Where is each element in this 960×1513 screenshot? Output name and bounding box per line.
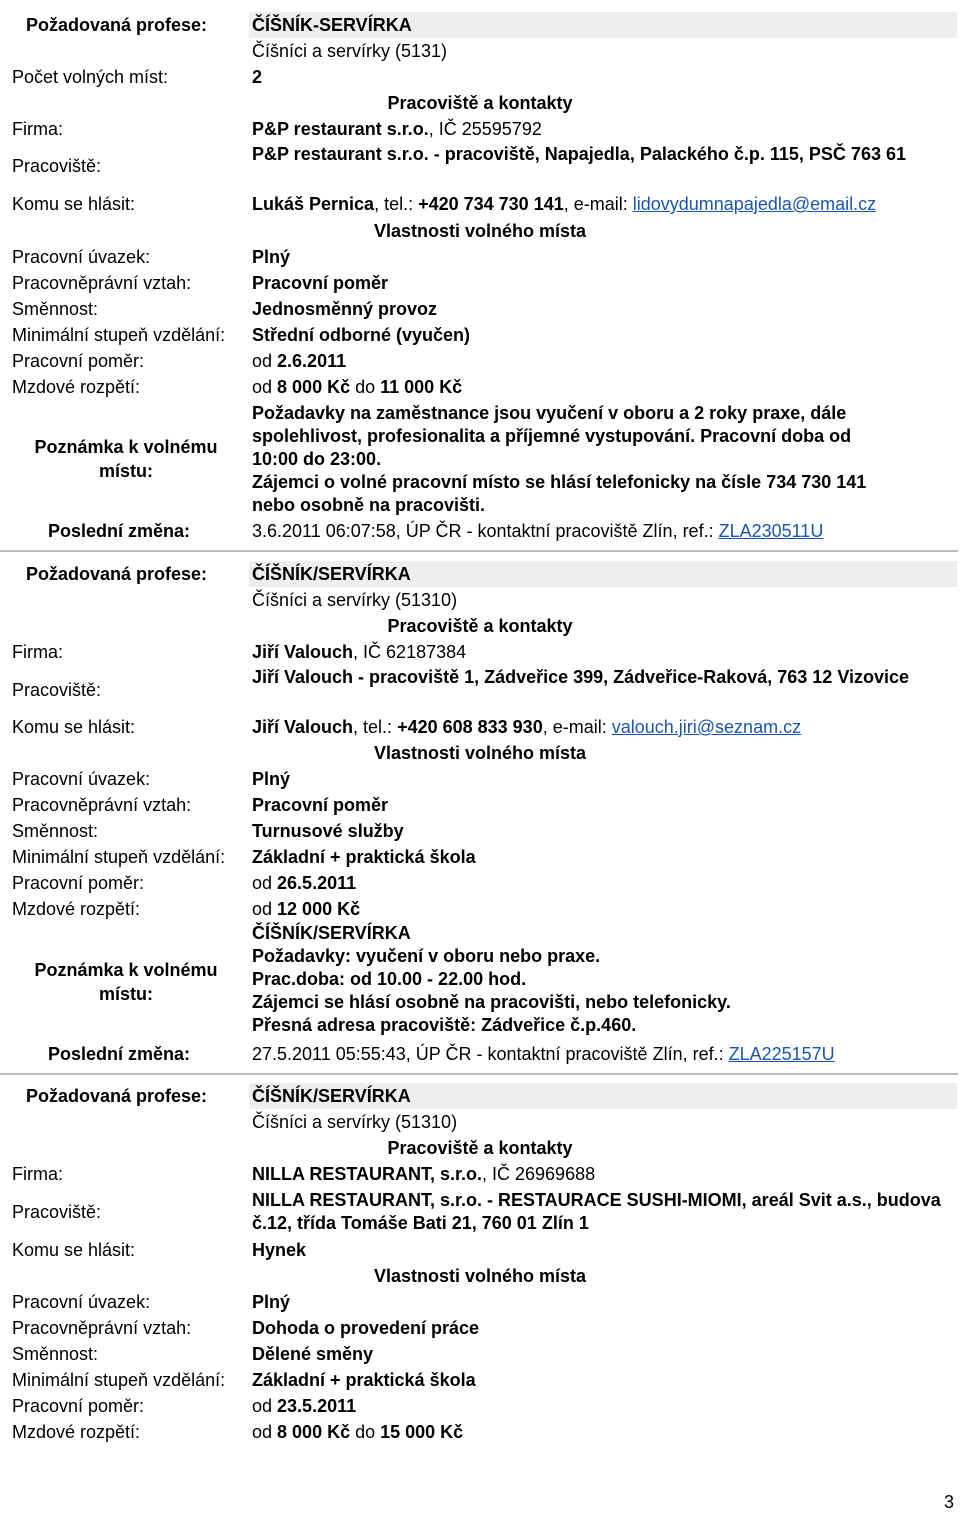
vzdelani-label: Minimální stupeň vzdělání: bbox=[12, 325, 226, 345]
free-places-label: Počet volných míst: bbox=[12, 67, 169, 87]
profession-title: ČÍŠNÍK/SERVÍRKA bbox=[252, 564, 411, 584]
smennost-value: Jednosměnný provoz bbox=[252, 299, 438, 319]
contact-label: Komu se hlásit: bbox=[12, 194, 136, 214]
note-line: Zájemci o volné pracovní místo se hlásí telefonicky na čísle 734 730 141 bbox=[252, 472, 867, 492]
vzdelani-value: Základní + praktická škola bbox=[252, 1370, 476, 1390]
pomer-od: od bbox=[252, 873, 278, 893]
contact-email-link[interactable]: valouch.jiri@seznam.cz bbox=[611, 717, 802, 737]
firm-label: Firma: bbox=[12, 119, 63, 139]
smennost-label: Směnnost: bbox=[12, 299, 99, 319]
smennost-value: Turnusové služby bbox=[252, 821, 404, 841]
firm-label: Firma: bbox=[12, 1164, 63, 1184]
smennost-label: Směnnost: bbox=[12, 821, 99, 841]
note-line: Přesná adresa pracoviště: Zádveřice č.p.460. bbox=[252, 1015, 637, 1035]
profession-label: Požadovaná profese: bbox=[26, 1086, 208, 1106]
pomer-date: 23.5.2011 bbox=[277, 1396, 357, 1416]
mzda-od: od bbox=[252, 899, 278, 919]
note-line: ČÍŠNÍK/SERVÍRKA bbox=[252, 923, 411, 943]
firm-name: P&P restaurant s.r.o. bbox=[252, 119, 429, 139]
section-props-title: Vlastnosti volného místa bbox=[373, 221, 587, 241]
vztah-value: Pracovní poměr bbox=[252, 273, 389, 293]
note-value bbox=[252, 402, 866, 517]
vztah-value: Pracovní poměr bbox=[252, 795, 389, 815]
last-change-text: 27.5.2011 05:55:43, ÚP ČR - kontaktní pracoviště Zlín, ref.: bbox=[252, 1044, 729, 1064]
workplace-label: Pracoviště: bbox=[12, 156, 102, 176]
pomer-label: Pracovní poměr: bbox=[12, 873, 145, 893]
workplace-label: Pracoviště: bbox=[12, 1202, 102, 1222]
vztah-label: Pracovněprávní vztah: bbox=[12, 795, 192, 815]
uvazek-label: Pracovní úvazek: bbox=[12, 247, 151, 267]
profession-title: ČÍŠNÍK/SERVÍRKA bbox=[252, 1086, 411, 1106]
vzdelani-label: Minimální stupeň vzdělání: bbox=[12, 847, 226, 867]
last-change-text: 3.6.2011 06:07:58, ÚP ČR - kontaktní pracoviště Zlín, ref.: bbox=[252, 521, 719, 541]
smennost-label: Směnnost: bbox=[12, 1344, 99, 1364]
mzda-od: od bbox=[252, 1422, 278, 1442]
note-line: spolehlivost, profesionalita a příjemné vystupování. Pracovní doba od bbox=[252, 426, 852, 446]
note-line: Požadavky: vyučení v oboru nebo praxe. bbox=[252, 946, 601, 966]
profession-title: ČÍŠNÍK-SERVÍRKA bbox=[252, 15, 412, 35]
uvazek-value: Plný bbox=[252, 1292, 291, 1312]
contact-name: Jiří Valouch bbox=[252, 717, 354, 737]
firm-ic: , IČ 62187384 bbox=[353, 642, 467, 662]
pomer-label: Pracovní poměr: bbox=[12, 351, 145, 371]
section-contacts-title: Pracoviště a kontakty bbox=[387, 93, 573, 113]
contact-email-label: , e-mail: bbox=[563, 194, 633, 214]
workplace-value: Jiří Valouch - pracoviště 1, Zádveřice 399, Zádveřice-Raková, 763 12 Vizovice bbox=[252, 667, 910, 687]
record-separator bbox=[0, 550, 958, 552]
pomer-value bbox=[252, 870, 356, 896]
profession-label: Požadovaná profese: bbox=[26, 564, 208, 584]
contact-tel: +420 734 730 141 bbox=[418, 194, 564, 214]
note-line: 10:00 do 23:00. bbox=[252, 449, 382, 469]
pomer-date: 26.5.2011 bbox=[277, 873, 357, 893]
pomer-label: Pracovní poměr: bbox=[12, 1396, 145, 1416]
firm-name: NILLA RESTAURANT, s.r.o. bbox=[252, 1164, 483, 1184]
uvazek-label: Pracovní úvazek: bbox=[12, 1292, 151, 1312]
note-label: Poznámka k volnému místu: bbox=[34, 960, 218, 1004]
mzda-do: do bbox=[350, 377, 381, 397]
note-line: Prac.doba: od 10.00 - 22.00 hod. bbox=[252, 969, 527, 989]
record-separator bbox=[0, 1073, 958, 1075]
mzda-label: Mzdové rozpětí: bbox=[12, 377, 141, 397]
note-line: Zájemci se hlásí osobně na pracovišti, nebo telefonicky. bbox=[252, 992, 731, 1012]
profession-code: Číšníci a servírky (51310) bbox=[252, 1112, 458, 1132]
contact-email-label: , e-mail: bbox=[542, 717, 612, 737]
contact-name: Hynek bbox=[252, 1240, 307, 1260]
note-line: Požadavky na zaměstnance jsou vyučení v oboru a 2 roky praxe, dále bbox=[252, 403, 847, 423]
profession-code: Číšníci a servírky (5131) bbox=[252, 41, 448, 61]
profession-label: Požadovaná profese: bbox=[26, 15, 208, 35]
vztah-label: Pracovněprávní vztah: bbox=[12, 273, 192, 293]
mzda-label: Mzdové rozpětí: bbox=[12, 899, 141, 919]
mzda-min: 8 000 Kč bbox=[277, 1422, 351, 1442]
uvazek-value: Plný bbox=[252, 769, 291, 789]
firm-value bbox=[252, 640, 466, 665]
mzda-value bbox=[252, 896, 360, 922]
last-change-label: Poslední změna: bbox=[48, 1044, 191, 1064]
contact-tel: +420 608 833 930 bbox=[397, 717, 543, 737]
page-number: 3 bbox=[943, 1492, 954, 1512]
last-change-label: Poslední změna: bbox=[48, 521, 191, 541]
contact-email-link[interactable]: lidovydumnapajedla@email.cz bbox=[632, 194, 877, 214]
workplace-label: Pracoviště: bbox=[12, 680, 102, 700]
mzda-value bbox=[252, 374, 462, 400]
pomer-value bbox=[252, 1393, 356, 1419]
pomer-date: 2.6.2011 bbox=[277, 351, 347, 371]
mzda-max: 11 000 Kč bbox=[380, 377, 463, 397]
vzdelani-value: Základní + praktická škola bbox=[252, 847, 476, 867]
vztah-value: Dohoda o provedení práce bbox=[252, 1318, 480, 1338]
mzda-label: Mzdové rozpětí: bbox=[12, 1422, 141, 1442]
ref-link[interactable]: ZLA225157U bbox=[728, 1044, 835, 1064]
section-props-title: Vlastnosti volného místa bbox=[373, 1266, 587, 1286]
uvazek-label: Pracovní úvazek: bbox=[12, 769, 151, 789]
vztah-label: Pracovněprávní vztah: bbox=[12, 1318, 192, 1338]
mzda-od: od bbox=[252, 377, 278, 397]
contact-value bbox=[252, 715, 801, 740]
workplace-value: P&P restaurant s.r.o. - pracoviště, Napajedla, Palackého č.p. 115, PSČ 763 61 bbox=[252, 144, 906, 164]
mzda-value bbox=[252, 1419, 463, 1445]
vzdelani-label: Minimální stupeň vzdělání: bbox=[12, 1370, 226, 1390]
free-places-value: 2 bbox=[252, 67, 263, 87]
last-change-value bbox=[252, 1041, 835, 1067]
contact-label: Komu se hlásit: bbox=[12, 717, 136, 737]
note-line: nebo osobně na pracovišti. bbox=[252, 495, 486, 515]
firm-label: Firma: bbox=[12, 642, 63, 662]
vzdelani-value: Střední odborné (vyučen) bbox=[252, 325, 471, 345]
section-contacts-title: Pracoviště a kontakty bbox=[387, 1138, 573, 1158]
note-value bbox=[252, 922, 731, 1037]
section-props-title: Vlastnosti volného místa bbox=[373, 743, 587, 763]
last-change-value bbox=[252, 518, 823, 544]
mzda-min: 12 000 Kč bbox=[277, 899, 361, 919]
mzda-max: 15 000 Kč bbox=[380, 1422, 464, 1442]
firm-ic: , IČ 26969688 bbox=[482, 1164, 596, 1184]
contact-label: Komu se hlásit: bbox=[12, 1240, 136, 1260]
section-contacts-title: Pracoviště a kontakty bbox=[387, 616, 573, 636]
note-label: Poznámka k volnému místu: bbox=[34, 437, 218, 481]
mzda-do: do bbox=[350, 1422, 381, 1442]
pomer-od: od bbox=[252, 351, 278, 371]
firm-value bbox=[252, 1162, 595, 1187]
contact-name: Lukáš Pernica bbox=[252, 194, 375, 214]
contact-tel-label: , tel.: bbox=[353, 717, 398, 737]
firm-name: Jiří Valouch bbox=[252, 642, 354, 662]
firm-value bbox=[252, 117, 542, 142]
workplace-value: NILLA RESTAURANT, s.r.o. - RESTAURACE SUSHI-MIOMI, areál Svit a.s., budova č.12, třída Tomáše Bati 21, 760 01 Zlín 1 bbox=[252, 1190, 941, 1233]
smennost-value: Dělené směny bbox=[252, 1344, 374, 1364]
contact-value bbox=[252, 192, 876, 217]
pomer-value bbox=[252, 348, 346, 374]
uvazek-value: Plný bbox=[252, 247, 291, 267]
profession-code: Číšníci a servírky (51310) bbox=[252, 590, 458, 610]
pomer-od: od bbox=[252, 1396, 278, 1416]
mzda-min: 8 000 Kč bbox=[277, 377, 351, 397]
ref-link[interactable]: ZLA230511U bbox=[718, 521, 824, 541]
contact-tel-label: , tel.: bbox=[374, 194, 419, 214]
firm-ic: , IČ 25595792 bbox=[428, 119, 542, 139]
